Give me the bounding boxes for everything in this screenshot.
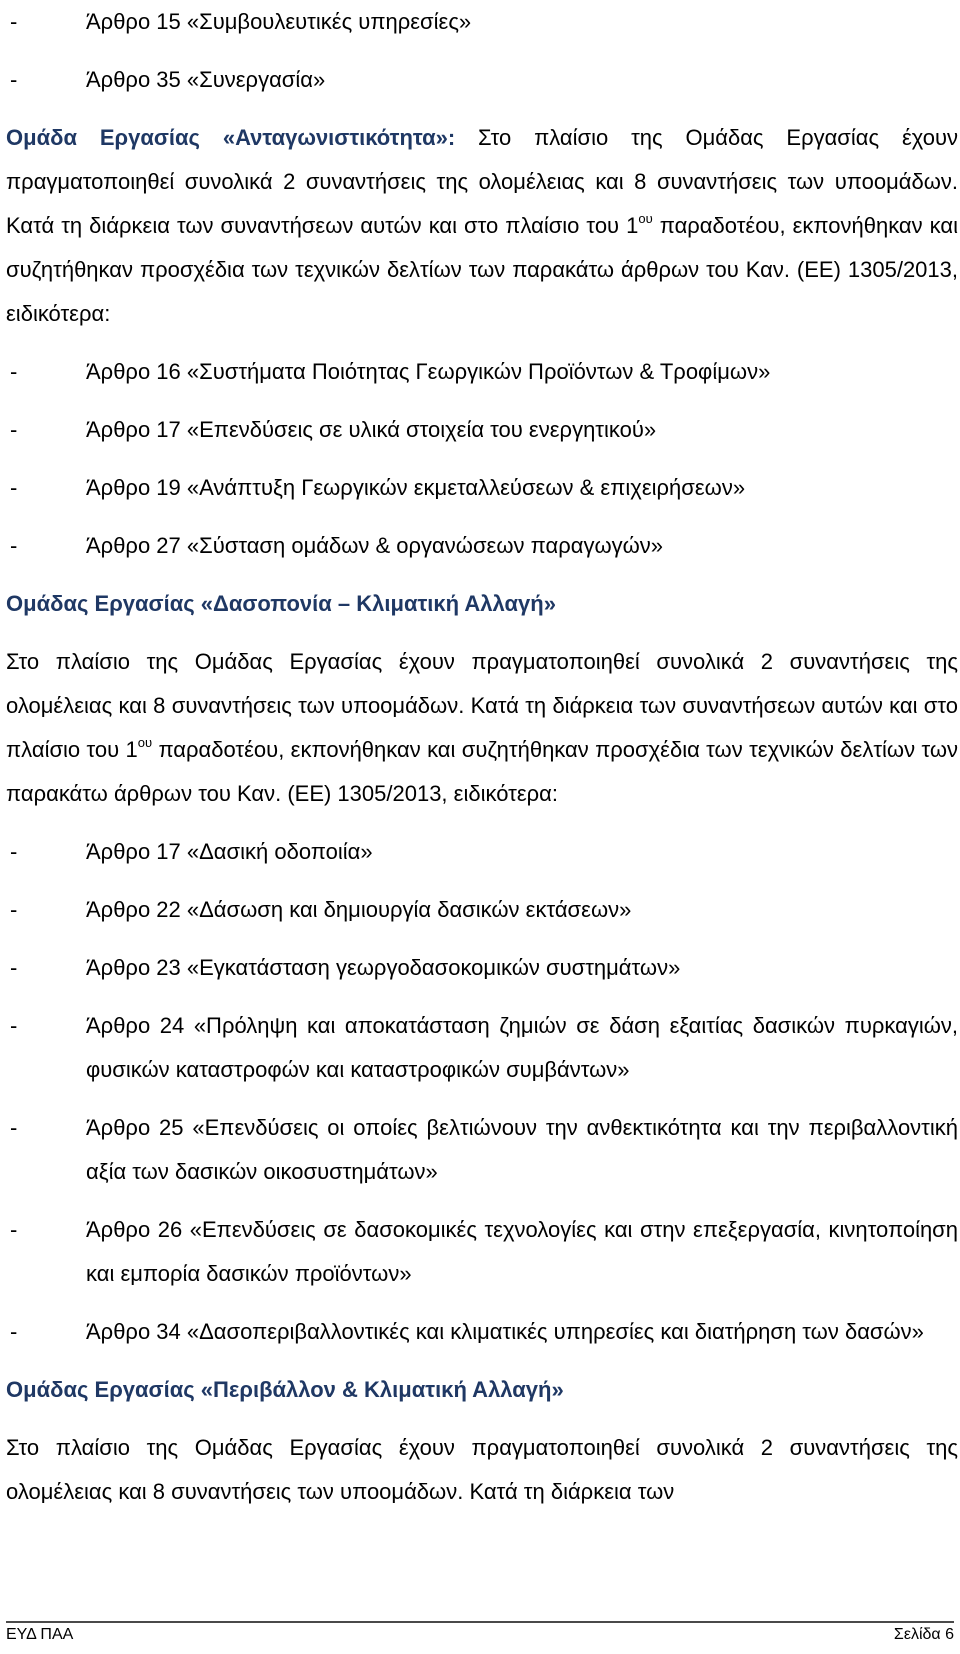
paragraph-text: Στο πλαίσιο της Ομάδας Εργασίας έχουν πραγματοποιηθεί συνολικά 2 συναντήσεις της ολομέλειας και 8 συναντήσεις των υποομάδων. Κατά τη διάρκεια των συναντήσεων αυτών και στο πλαίσιο του 1: [6, 649, 958, 762]
footer-left-label: ΕΥΔ ΠΑΑ: [6, 1626, 74, 1643]
bullet-dash: -: [10, 1319, 18, 1344]
list-item-text: Άρθρο 19 «Ανάπτυξη Γεωργικών εκμεταλλεύσεων & επιχειρήσεων»: [86, 475, 746, 500]
list-item: [6, 524, 958, 568]
bullet-dash: -: [10, 475, 18, 500]
page-footer: [6, 1621, 954, 1644]
list-item: [6, 0, 958, 44]
section-paragraph-forestry: [6, 640, 958, 816]
list-item: [6, 888, 958, 932]
list-item: [6, 408, 958, 452]
paragraph-text: Στο πλαίσιο της Ομάδας Εργασίας έχουν πραγματοποιηθεί συνολικά 2 συναντήσεις της ολομέλειας και 8 συναντήσεις των υποομάδων. Κατά τη διάρκεια των συναντήσεων αυτών και στο πλαίσιο του 1: [6, 125, 958, 238]
list-item-text: Άρθρο 22 «Δάσωση και δημιουργία δασικών εκτάσεων»: [86, 897, 632, 922]
bullet-dash: -: [10, 67, 18, 92]
section-paragraph-environment: Στο πλαίσιο της Ομάδας Εργασίας έχουν πραγματοποιηθεί συνολικά 2 συναντήσεις της ολομέλειας και 8 συναντήσεις των υποομάδων. Κατά τη διάρκεια των: [6, 1435, 958, 1504]
document-page: [6, 0, 958, 1514]
list-item-text: Άρθρο 16 «Συστήματα Ποιότητας Γεωργικών Προϊόντων & Τροφίμων»: [86, 359, 771, 384]
list-item: [6, 1004, 958, 1092]
bullet-dash: -: [10, 897, 18, 922]
superscript: ου: [137, 735, 153, 750]
bullet-dash: -: [10, 1217, 18, 1242]
list-item: [6, 1106, 958, 1194]
list-item: [6, 830, 958, 874]
list-item-text: Άρθρο 15 «Συμβουλευτικές υπηρεσίες»: [86, 9, 472, 34]
list-item: [6, 466, 958, 510]
list-item-text: Άρθρο 23 «Εγκατάσταση γεωργοδασοκομικών συστημάτων»: [86, 955, 681, 980]
bullet-dash: -: [10, 1013, 18, 1038]
list-item-text: Άρθρο 17 «Δασική οδοποιία»: [86, 839, 373, 864]
list-item-text: Άρθρο 34 «Δασοπεριβαλλοντικές και κλιματικές υπηρεσίες και διατήρηση των δασών»: [86, 1319, 924, 1344]
list-item: [6, 946, 958, 990]
bullet-dash: -: [10, 955, 18, 980]
bullet-dash: -: [10, 839, 18, 864]
section-heading-environment: Ομάδας Εργασίας «Περιβάλλον & Κλιματική Αλλαγή»: [6, 1377, 564, 1402]
paragraph-text: παραδοτέου, εκπονήθηκαν και συζητήθηκαν προσχέδια των τεχνικών δελτίων των παρακάτω άρθρων του Καν. (ΕΕ) 1305/2013, ειδικότερα:: [6, 213, 959, 326]
paragraph-text: παραδοτέου, εκπονήθηκαν και συζητήθηκαν προσχέδια των τεχνικών δελτίων των παρακάτω άρθρων του Καν. (ΕΕ) 1305/2013, ειδικότερα:: [6, 737, 958, 806]
bullet-dash: -: [10, 9, 18, 34]
list-item-text: Άρθρο 17 «Επενδύσεις σε υλικά στοιχεία του ενεργητικού»: [86, 417, 657, 442]
list-item-text: Άρθρο 26 «Επενδύσεις σε δασοκομικές τεχνολογίες και στην επεξεργασία, κινητοποίηση και εμπορία δασικών προϊόντων»: [86, 1217, 958, 1286]
section-heading-competitiveness: Ομάδα Εργασίας «Ανταγωνιστικότητα»:: [6, 125, 456, 150]
bullet-dash: -: [10, 417, 18, 442]
bullet-dash: -: [10, 359, 18, 384]
page-number: Σελίδα 6: [893, 1626, 954, 1643]
list-item: [6, 1208, 958, 1296]
list-item-text: Άρθρο 27 «Σύσταση ομάδων & οργανώσεων παραγωγών»: [86, 533, 664, 558]
bullet-dash: -: [10, 533, 18, 558]
list-item: [6, 58, 958, 102]
superscript: ου: [638, 211, 653, 226]
list-item-text: Άρθρο 24 «Πρόληψη και αποκατάσταση ζημιών σε δάση εξαιτίας δασικών πυρκαγιών, φυσικών καταστροφών και καταστροφικών συμβάντων»: [86, 1013, 958, 1082]
list-item-text: Άρθρο 25 «Επενδύσεις οι οποίες βελτιώνουν την ανθεκτικότητα και την περιβαλλοντική αξία των δασικών οικοσυστημάτων»: [86, 1115, 958, 1184]
bullet-dash: -: [10, 1115, 18, 1140]
list-item-text: Άρθρο 35 «Συνεργασία»: [86, 67, 326, 92]
list-item: [6, 350, 958, 394]
list-item: [6, 1310, 958, 1354]
section-heading-forestry: Ομάδας Εργασίας «Δασοπονία – Κλιματική Αλλαγή»: [6, 591, 556, 616]
section-paragraph-competitiveness: [6, 116, 958, 336]
